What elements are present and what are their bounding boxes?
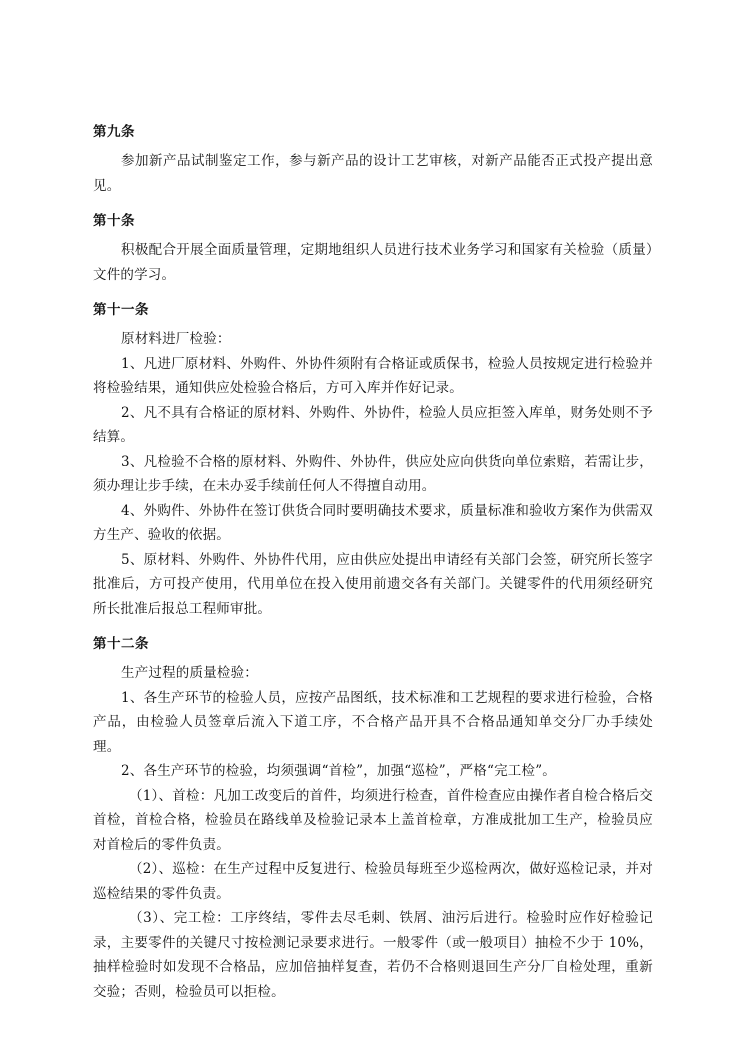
article-11-item-5: 5、原材料、外购件、外协件代用，应由供应处提出申请经有关部门会签，研究所长签字批准后，方可投产使用，代用单位在投入使用前遗交各有关部门。关键零件的代用须经研究所长批准后报总工程师审批。 [93, 551, 653, 617]
article-11-title: 第十一条 [93, 302, 149, 318]
article-11-item-1: 1、凡进厂原材料、外购件、外协件须附有合格证或质保书，检验人员按规定进行检验并将检验结果，通知供应处检验合格后，方可入库并作好记录。 [93, 355, 653, 396]
article-9-paragraph: 参加新产品试制鉴定工作，参与新产品的设计工艺审核，对新产品能否正式投产提出意见。 [93, 153, 653, 194]
article-12-item-1: 1、各生产环节的检验人员，应按产品图纸，技术标准和工艺规程的要求进行检验，合格产品，由检验人员签章后流入下道工序，不合格产品开具不合格品通知单交分厂办手续处理。 [93, 689, 653, 755]
article-11-item-4: 4、外购件、外协件在签订供货合同时要明确技术要求，质量标准和验收方案作为供需双方生产、验收的依据。 [93, 502, 653, 543]
article-10-title: 第十条 [93, 213, 135, 229]
article-12-subitem-final-inspection: （3）、完工检：工序终结，零件去尽毛刺、铁屑、油污后进行。检验时应作好检验记录，主要零件的关键尺寸按检测记录要求进行。一般零件（或一般项目）抽检不少于 10%，抽样检验时如发现不合格品，应加倍抽样复查，若仍不合格则退回生产分厂自检处理，重新交验；否则，检验员可以拒检。 [93, 910, 653, 1000]
article-10-paragraph: 积极配合开展全面质量管理，定期地组织人员进行技术业务学习和国家有关检验（质量）文件的学习。 [93, 242, 653, 283]
document-body [93, 120, 653, 1004]
article-11-item-3: 3、凡检验不合格的原材料、外购件、外协件，供应处应向供货向单位索赔，若需让步，须办理让步手续，在未办妥手续前任何人不得擅自动用。 [93, 453, 653, 494]
article-11-intro: 原材料进厂检验： [121, 331, 231, 347]
article-12-subitem-first-inspection: （1）、首检：凡加工改变后的首件，均须进行检查，首件检查应由操作者自检合格后交首检，首检合格，检验员在路线单及检验记录本上盖首检章，方准成批加工生产，检验员应对首检后的零件负责。 [93, 787, 653, 853]
article-12-title: 第十二条 [93, 636, 149, 652]
article-12-item-2: 2、各生产环节的检验，均须强调“首检”，加强“巡检”，严格“完工检”。 [121, 763, 556, 779]
article-12-subitem-patrol-inspection: （2）、巡检：在生产过程中反复进行、检验员每班至少巡检两次，做好巡检记录，并对巡检结果的零件负责。 [93, 861, 653, 902]
article-12-intro: 生产过程的质量检验： [121, 665, 258, 681]
article-9-title: 第九条 [93, 124, 135, 140]
article-11-item-2: 2、凡不具有合格证的原材料、外购件、外协件，检验人员应拒签入库单，财务处则不予结算。 [93, 404, 653, 445]
